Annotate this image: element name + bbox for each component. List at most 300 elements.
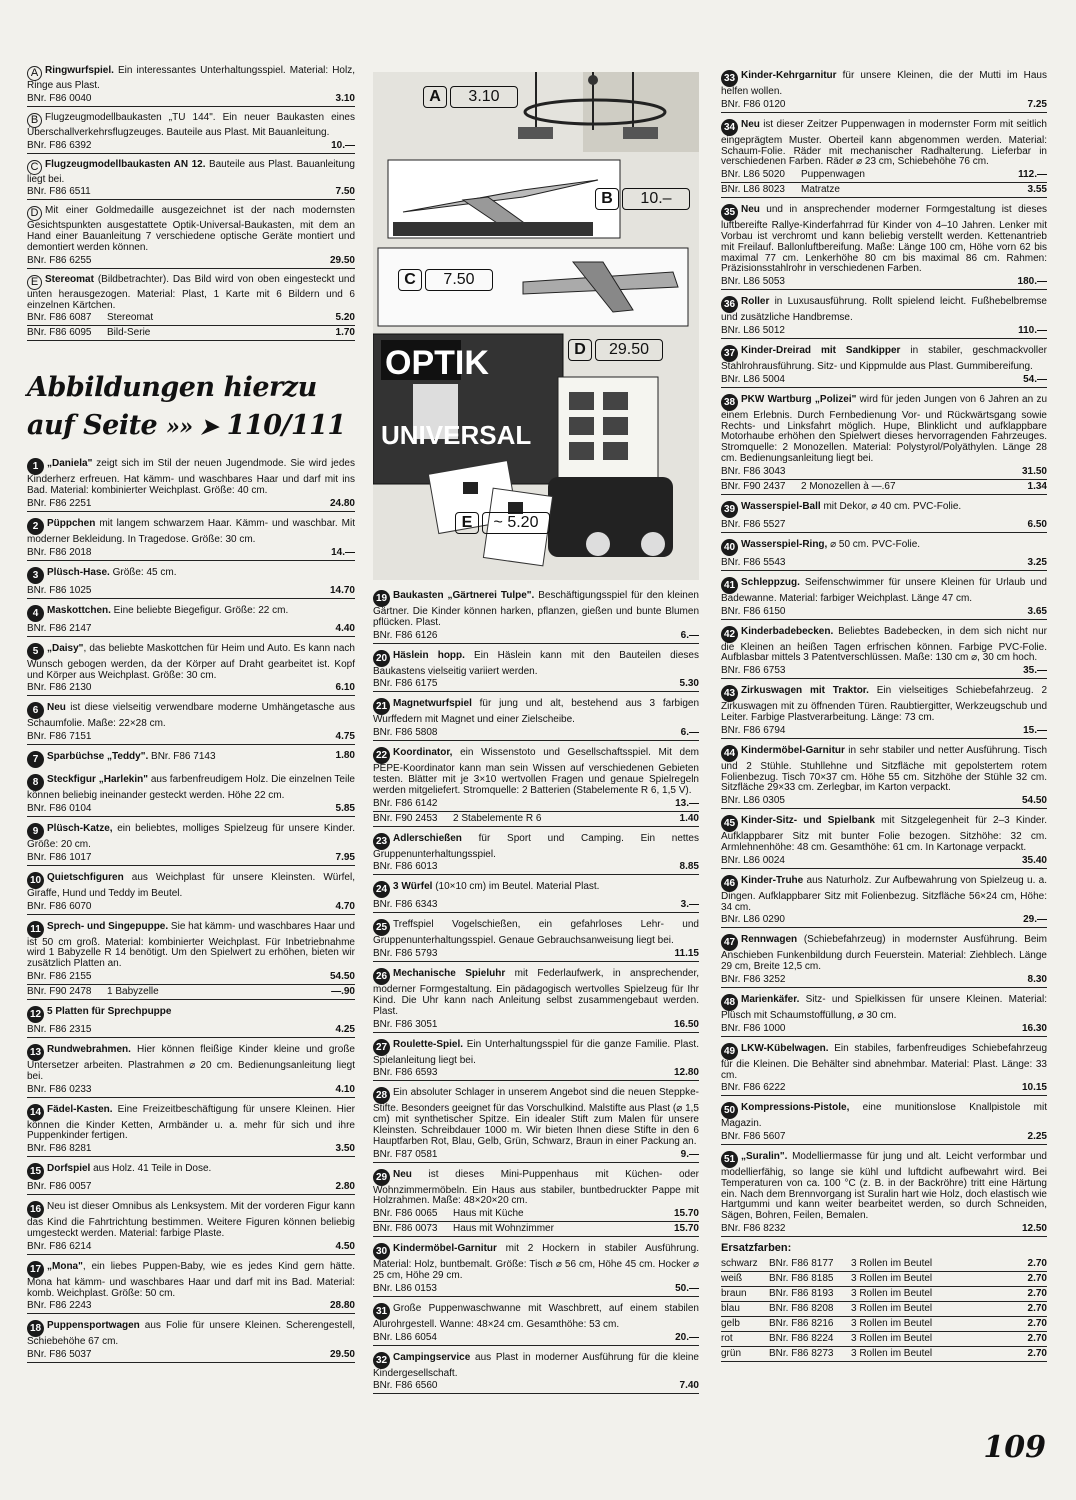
column-middle bbox=[373, 590, 699, 1400]
order-price: 4.40 bbox=[335, 622, 355, 634]
item-number-badge: 18 bbox=[27, 1320, 44, 1337]
order-row bbox=[27, 970, 355, 985]
entry-description bbox=[721, 70, 1047, 98]
order-number: BNr. F86 6560 bbox=[373, 1380, 438, 1392]
order-row bbox=[373, 1222, 699, 1237]
item-number-badge: 40 bbox=[721, 539, 738, 556]
replacement-cell: 2.70 bbox=[1027, 1332, 1047, 1344]
order-description bbox=[107, 803, 295, 815]
item-number-badge: 22 bbox=[373, 747, 390, 764]
item-text: mit Federlaufwerk, in ansprechender, moderner Formgestaltung. Ein pädagogisch wertvolles Spielzeug für Ihr Kind. Die Uhr kann nach Anleitung selbst zusammengebaut werden. Plast. bbox=[373, 968, 699, 1017]
catalog-entry bbox=[27, 275, 355, 342]
replacement-row bbox=[721, 1257, 1047, 1272]
order-row bbox=[721, 724, 1047, 739]
item-text: Beschäftigungsspiel für den kleinen Gärtner. Die Kinder können harken, pflanzen, gießen und bunte Blumen pflücken. Plast. bbox=[373, 590, 699, 628]
order-row bbox=[27, 1180, 355, 1195]
catalog-entry bbox=[27, 113, 355, 154]
order-number: BNr. L86 5020 bbox=[721, 169, 785, 181]
entry-description bbox=[373, 919, 699, 947]
entry-description bbox=[373, 881, 699, 898]
order-row bbox=[721, 1130, 1047, 1145]
order-row bbox=[373, 797, 699, 812]
entry-description bbox=[27, 1201, 355, 1240]
replacement-row bbox=[721, 1287, 1047, 1302]
item-number-badge: 3 bbox=[27, 567, 44, 584]
order-row bbox=[27, 802, 355, 817]
order-price: 9.— bbox=[680, 1148, 699, 1160]
catalog-entry bbox=[373, 1303, 699, 1346]
replacement-cell: 2.70 bbox=[1027, 1287, 1047, 1299]
order-number: BNr. F86 0104 bbox=[27, 802, 92, 814]
order-description bbox=[801, 974, 987, 986]
order-description bbox=[801, 1131, 987, 1143]
replacement-cell: 3 Rollen im Beutel bbox=[851, 1317, 933, 1329]
item-number-badge: 44 bbox=[721, 745, 738, 762]
order-price: 11.15 bbox=[674, 948, 699, 960]
order-row bbox=[373, 1066, 699, 1081]
item-name: Zirkuswagen mit Traktor. bbox=[741, 685, 869, 697]
order-price: 12.50 bbox=[1021, 1223, 1047, 1235]
order-price: 1.70 bbox=[335, 327, 355, 339]
catalog-entry bbox=[27, 702, 355, 745]
order-description bbox=[801, 1082, 987, 1094]
catalog-entry bbox=[721, 501, 1047, 533]
order-row bbox=[27, 139, 355, 154]
order-description bbox=[453, 948, 639, 960]
order-description bbox=[107, 140, 295, 152]
item-name: Magnetwurfspiel bbox=[393, 698, 472, 710]
order-row bbox=[373, 677, 699, 692]
item-number-badge: 48 bbox=[721, 994, 738, 1011]
item-name: Sprech- und Singepuppe. bbox=[47, 920, 169, 932]
item-name: Roller bbox=[741, 296, 770, 308]
entry-description bbox=[373, 1352, 699, 1380]
entry-description bbox=[27, 458, 355, 497]
order-number: BNr. L86 0024 bbox=[721, 854, 785, 866]
order-number: BNr. F86 5037 bbox=[27, 1349, 92, 1361]
photo-tag-a: A 3.10 bbox=[423, 86, 518, 108]
item-text: ein Wissenstoto und Gesellschaftsspiel. Mit dem PEPE-Koordinator kann man sein Wissen auf verschiedenen Gebieten testen. Blätter mit je 3×10 wertvollen Fragen und genaue Spielregeln werden mitgeliefert. Stromquelle: 2 Batterien (Stabelemente R 6, 1,5 V). bbox=[373, 747, 699, 796]
column-right bbox=[721, 70, 1047, 1362]
entry-description bbox=[721, 296, 1047, 324]
order-price: 54.50 bbox=[1021, 795, 1047, 807]
item-text: (10×10 cm) im Beutel. Material Plast. bbox=[432, 881, 600, 893]
replacement-row bbox=[721, 1347, 1047, 1362]
order-number: BNr. F86 0065 bbox=[373, 1208, 438, 1220]
order-row bbox=[27, 584, 355, 599]
item-number-badge: 27 bbox=[373, 1039, 390, 1056]
catalog-entry bbox=[27, 872, 355, 915]
order-number: BNr. L86 6054 bbox=[373, 1331, 437, 1343]
catalog-entry bbox=[721, 875, 1047, 929]
catalog-entry bbox=[27, 458, 355, 512]
entry-description bbox=[721, 875, 1047, 914]
item-text: Hier können fleißige Kinder kleine und große Untersetzer arbeiten. Plastrahmen ⌀ 20 cm. Bedienungsanleitung liegt bei. bbox=[27, 1043, 355, 1082]
item-number-badge: 21 bbox=[373, 698, 390, 715]
catalog-entry bbox=[27, 1006, 355, 1038]
order-row bbox=[721, 373, 1047, 388]
item-name: Quietschfiguren bbox=[47, 871, 124, 883]
order-number: BNr. F86 6753 bbox=[721, 665, 786, 677]
item-text: aus farbenfreudigem Holz. Die einzelnen Teile können beliebig ineinander gesteckt werden. Höhe 22 cm. bbox=[27, 774, 355, 802]
entry-description bbox=[373, 1039, 699, 1067]
catalog-entry bbox=[27, 567, 355, 599]
order-row bbox=[27, 185, 355, 200]
order-price: 29.— bbox=[1023, 914, 1047, 926]
catalog-entry bbox=[27, 1201, 355, 1255]
entry-description bbox=[373, 1169, 699, 1208]
entry-description bbox=[373, 590, 699, 629]
order-number: BNr. F86 6343 bbox=[373, 899, 438, 911]
order-price: 7.25 bbox=[1027, 98, 1047, 110]
item-text: Große Puppenwaschwanne mit Waschbrett, auf einem stabilen Alurohrgestell. Wanne: 48×24 cm. Gesamthöhe: 53 cm. bbox=[373, 1302, 699, 1330]
item-name: Plüsch-Hase. bbox=[47, 566, 110, 578]
order-description bbox=[107, 93, 295, 105]
order-row bbox=[373, 1331, 699, 1346]
catalog-entry bbox=[721, 745, 1047, 809]
catalog-entry bbox=[721, 815, 1047, 869]
order-row bbox=[373, 1282, 699, 1297]
catalog-entry bbox=[27, 605, 355, 637]
lettered-items bbox=[27, 66, 355, 341]
item-text: Sie hat kämm- und waschbares Haar und ist 50 cm groß. Material: kombinierter Weichplast. Für Inbetriebnahme wird 1 Babyzelle R 14 benötigt. Um den Spielwert zu erhöhen, bieten wir zusätzlich Platten an. bbox=[27, 920, 355, 970]
replacement-cell: rot bbox=[721, 1332, 733, 1344]
heading-line-2: auf Seite »» ➤ 110/111 bbox=[27, 410, 346, 442]
catalog-entry bbox=[721, 626, 1047, 680]
order-price: 1.34 bbox=[1027, 480, 1047, 492]
entry-description bbox=[373, 1087, 699, 1147]
item-number-badge: 37 bbox=[721, 345, 738, 362]
replacement-row bbox=[721, 1317, 1047, 1332]
order-price: 5.20 bbox=[335, 312, 355, 324]
order-description bbox=[107, 901, 295, 913]
order-number: BNr. F86 8281 bbox=[27, 1143, 92, 1155]
item-text: Treffspiel Vogelschießen, ein gefahrloses Lehr- und Gruppenunterhaltungsspiel. Genaue Gebrauchsanweisung liegt bei. bbox=[373, 919, 699, 947]
order-row bbox=[27, 851, 355, 866]
item-number-badge: 39 bbox=[721, 501, 738, 518]
order-row bbox=[27, 985, 355, 1000]
optik-box-label: OPTIK bbox=[385, 344, 489, 382]
order-price: —.90 bbox=[331, 985, 355, 997]
order-row bbox=[27, 546, 355, 561]
item-name: Puppensportwagen bbox=[47, 1320, 140, 1332]
entry-description bbox=[27, 872, 355, 900]
item-name: Sparbüchse „Teddy". bbox=[47, 751, 149, 763]
order-price: 3.10 bbox=[335, 92, 355, 104]
item-name: Kinder-Kehrgarnitur bbox=[741, 70, 837, 81]
item-name: Wasserspiel-Ball bbox=[741, 500, 821, 512]
item-name: „Mona" bbox=[47, 1260, 83, 1272]
entry-description bbox=[27, 774, 355, 802]
order-row bbox=[27, 311, 355, 326]
order-number: BNr. F86 0040 bbox=[27, 92, 92, 104]
item-text: Bauteile aus Plast. Bauanleitung liegt bei. bbox=[27, 158, 355, 185]
order-row bbox=[721, 518, 1047, 533]
item-text: (Bildbetrachter). Das Bild wird von oben eingesteckt und unten herausgezogen. Material: Plast, 1 Karte mit 6 Bildern und 6 einzelnen Kärtchen. bbox=[27, 273, 355, 311]
item-text: aus Plast in moderner Ausführung für die kleine Kindergesellschaft. bbox=[373, 1351, 699, 1379]
order-price: 7.50 bbox=[335, 186, 355, 198]
replacement-cell: BNr. F86 8193 bbox=[769, 1287, 834, 1299]
item-list-2 bbox=[373, 590, 699, 1394]
order-description: 2 Stabelemente R 6 bbox=[453, 812, 542, 824]
entry-description bbox=[27, 113, 355, 139]
item-text: ist dieses Mini-Puppenhaus mit Küchen- oder Wohnzimmermöbeln. Ein Haus aus stabiler, buntbedruckter Pappe mit Holzrahmen. Maße: 48×20×20 cm. bbox=[373, 1168, 699, 1207]
order-number: BNr. F90 2478 bbox=[27, 985, 92, 997]
catalog-entry bbox=[373, 881, 699, 913]
order-description bbox=[801, 374, 987, 386]
order-number: BNr. F86 5808 bbox=[373, 727, 438, 739]
item-name: Kinder-Dreirad mit Sandkipper bbox=[741, 344, 901, 356]
item-text: Ein Häslein kann mit den Bauteilen dieses Baukastens vielseitig variiert werden. bbox=[373, 649, 699, 677]
order-price: 54.— bbox=[1023, 373, 1047, 385]
order-description bbox=[801, 606, 987, 618]
order-row bbox=[373, 726, 699, 741]
item-number-badge: 33 bbox=[721, 70, 738, 87]
item-name: Plüsch-Katze, bbox=[47, 822, 113, 834]
item-name: Neu bbox=[741, 118, 760, 130]
order-description bbox=[107, 585, 295, 597]
order-description bbox=[801, 557, 987, 569]
order-price: 29.50 bbox=[329, 254, 355, 266]
replacement-cell: weiß bbox=[721, 1272, 743, 1284]
catalog-entry bbox=[27, 160, 355, 201]
order-description: 1 Babyzelle bbox=[107, 985, 159, 997]
catalog-entry bbox=[373, 590, 699, 644]
entry-description bbox=[27, 643, 355, 682]
entry-description bbox=[373, 747, 699, 796]
order-description bbox=[453, 899, 639, 911]
item-text: Größe: 45 cm. bbox=[109, 566, 177, 578]
order-description bbox=[801, 276, 987, 288]
entry-description bbox=[373, 698, 699, 726]
order-number: BNr. F86 1025 bbox=[27, 584, 92, 596]
item-name: Kinder-Truhe bbox=[741, 874, 804, 886]
order-number: BNr. F86 6511 bbox=[27, 186, 91, 198]
entry-description bbox=[373, 1303, 699, 1331]
entry-description bbox=[721, 119, 1047, 168]
order-price: 1.40 bbox=[679, 812, 699, 824]
order-price: 6.— bbox=[680, 629, 699, 641]
entry-description bbox=[27, 1006, 355, 1023]
catalog-entry bbox=[721, 685, 1047, 739]
order-price: 16.50 bbox=[673, 1018, 699, 1030]
photo-tag-c: C 7.50 bbox=[398, 269, 493, 291]
entry-description bbox=[721, 626, 1047, 665]
entry-description bbox=[721, 539, 1047, 556]
order-number: BNr. F86 6070 bbox=[27, 900, 92, 912]
item-number-badge: 45 bbox=[721, 815, 738, 832]
order-row bbox=[27, 900, 355, 915]
item-text: mit 2 Hockern in stabiler Ausführung. Material: Holz, buntbemalt. Größe: Tisch ⌀ 56 cm, Höhe 45 cm. Hocker ⌀ 25 cm, Höhe 29 cm. bbox=[373, 1243, 699, 1281]
order-price: 3.— bbox=[680, 899, 699, 911]
order-description bbox=[453, 1149, 639, 1161]
item-number-badge: 23 bbox=[373, 833, 390, 850]
order-description bbox=[107, 1241, 295, 1253]
order-number: BNr. F86 2147 bbox=[27, 622, 92, 634]
order-number: BNr. F86 0057 bbox=[27, 1181, 92, 1193]
order-row bbox=[373, 947, 699, 962]
item-name: PKW Wartburg „Polizei" bbox=[741, 393, 857, 405]
order-number: BNr. F86 5607 bbox=[721, 1131, 786, 1143]
order-number: BNr. F86 6593 bbox=[373, 1067, 438, 1079]
replacement-cell: 3 Rollen im Beutel bbox=[851, 1287, 933, 1299]
order-price: 35.— bbox=[1023, 665, 1047, 677]
order-row bbox=[721, 605, 1047, 620]
order-price: 2.25 bbox=[1027, 1131, 1047, 1143]
item-price: 1.80 bbox=[335, 750, 355, 762]
order-price: 180.— bbox=[1017, 276, 1047, 288]
item-text: in stabiler, geschmackvoller Stahlrohrausführung. Sitz- und Kippmulde aus Plast. Gummibereifung. bbox=[721, 344, 1048, 372]
replacement-cell: 3 Rollen im Beutel bbox=[851, 1302, 933, 1314]
item-number-badge: 35 bbox=[721, 204, 738, 221]
order-price: 7.40 bbox=[679, 1380, 699, 1392]
order-description bbox=[453, 1019, 639, 1031]
order-number: BNr. F86 2018 bbox=[27, 546, 92, 558]
order-number: BNr. F86 6095 bbox=[27, 327, 92, 339]
entry-description bbox=[27, 275, 355, 312]
item-name: Fädel-Kasten. bbox=[47, 1103, 113, 1115]
order-number: BNr. F86 6126 bbox=[373, 629, 438, 641]
order-price: 112.— bbox=[1018, 169, 1047, 181]
order-row bbox=[373, 812, 699, 827]
item-letter-badge: C bbox=[27, 160, 42, 175]
item-number-badge: 5 bbox=[27, 643, 44, 660]
order-row bbox=[721, 1222, 1047, 1237]
catalog-entry bbox=[27, 518, 355, 561]
item-name: Wasserspiel-Ring, bbox=[741, 538, 828, 550]
item-text: aus Naturholz. Zur Aufbewahrung von Spielzeug u. a. Dingen. Aufklappbarer Sitz mit Folienbezug. Sitzfläche 56×24 cm, Höhe: 34 cm. bbox=[721, 874, 1047, 913]
item-text: Seifenschwimmer für unsere Kleinen für Urlaub und Badewanne. Material: farbiger Weichplast. Länge 47 cm. bbox=[721, 576, 1047, 604]
item-text: zeigt sich im Stil der neuen Jugendmode. Sie wird jedes Kinderherz erfreuen. Hat kämm- und waschbares Haar und darf mit ins Bad. Material: kombinierter Weichplast. Größe: 40 cm. bbox=[27, 458, 355, 497]
item-list-1 bbox=[27, 458, 355, 1363]
order-price: 20.— bbox=[675, 1331, 699, 1343]
item-text: mit langem schwarzem Haar. Kämm- und waschbar. Mit moderner Bekleidung. In Tragedose. Größe: 30 cm. bbox=[27, 517, 355, 545]
order-description bbox=[107, 1024, 295, 1036]
order-row bbox=[373, 1379, 699, 1394]
entry-description bbox=[721, 345, 1047, 373]
entry-description bbox=[27, 567, 355, 584]
item-number-badge: 16 bbox=[27, 1201, 44, 1218]
item-number-badge: 43 bbox=[721, 685, 738, 702]
item-number-badge: 50 bbox=[721, 1102, 738, 1119]
order-number: BNr. F86 2243 bbox=[27, 1300, 92, 1312]
order-number: BNr. F86 2251 bbox=[27, 497, 92, 509]
catalog-entry bbox=[373, 1039, 699, 1082]
order-row bbox=[27, 681, 355, 696]
order-price: 50.— bbox=[675, 1282, 699, 1294]
order-price: 3.50 bbox=[335, 1143, 355, 1155]
replacement-colors-title: Ersatzfarben: bbox=[721, 1242, 792, 1255]
replacement-row bbox=[721, 1302, 1047, 1317]
replacement-cell: 2.70 bbox=[1027, 1272, 1047, 1284]
item-list-3 bbox=[721, 70, 1047, 1237]
order-price: 4.25 bbox=[335, 1023, 355, 1035]
item-name: „Suralin". bbox=[741, 1151, 788, 1163]
catalog-entry bbox=[27, 1320, 355, 1363]
replacement-cell: BNr. F86 8224 bbox=[769, 1332, 834, 1344]
order-description bbox=[107, 1300, 295, 1312]
entry-description bbox=[721, 685, 1047, 724]
item-number-badge: 13 bbox=[27, 1044, 44, 1061]
order-description bbox=[801, 914, 987, 926]
order-number: BNr. F86 6013 bbox=[373, 861, 438, 873]
arrow-icon: »» ➤ bbox=[166, 414, 218, 441]
catalog-entry bbox=[721, 345, 1047, 388]
order-price: 24.80 bbox=[329, 497, 355, 509]
order-description: Haus mit Wohnzimmer bbox=[453, 1223, 554, 1235]
order-row bbox=[27, 254, 355, 269]
order-row bbox=[27, 497, 355, 512]
item-number-badge: 6 bbox=[27, 702, 44, 719]
entry-description bbox=[27, 1104, 355, 1143]
order-description bbox=[801, 1223, 987, 1235]
item-number-badge: 36 bbox=[721, 296, 738, 313]
item-name: Neu bbox=[393, 1168, 412, 1180]
item-text: Beliebtes Badebecken, in dem sich nicht nur die Kleinen an heißen Tagen erfrischen können. Farbige PVC-Folie. Aufblasbar mittels 3 Patentverschlüssen. Maße: 130 cm ⌀, 30 cm hoch. bbox=[721, 625, 1047, 664]
order-price: 5.30 bbox=[679, 678, 699, 690]
catalog-entry bbox=[27, 1044, 355, 1098]
order-description bbox=[107, 682, 295, 694]
order-description: Puppenwagen bbox=[801, 169, 865, 181]
order-price: 28.80 bbox=[329, 1300, 355, 1312]
item-name: Baukasten „Gärtnerei Tulpe". bbox=[393, 590, 535, 601]
order-price: 15.— bbox=[1023, 724, 1047, 736]
item-number-badge: 51 bbox=[721, 1151, 738, 1168]
order-price: 4.70 bbox=[335, 900, 355, 912]
item-number-badge: 7 bbox=[27, 751, 44, 768]
item-text: Ein interessantes Unterhaltungsspiel. Material: Holz, Ringe aus Plast. bbox=[27, 65, 355, 91]
order-row bbox=[373, 898, 699, 913]
entry-description bbox=[27, 751, 355, 768]
entry-description bbox=[721, 994, 1047, 1022]
order-price: 29.50 bbox=[329, 1349, 355, 1361]
item-number-badge: 28 bbox=[373, 1087, 390, 1104]
order-number: BNr. L86 8023 bbox=[721, 184, 785, 196]
item-number-badge: 42 bbox=[721, 626, 738, 643]
order-description bbox=[107, 1181, 295, 1193]
item-text: Mit einer Goldmedaille ausgezeichnet ist der nach modernsten Gesichtspunkten ausgestattete Optik-Universal-Baukasten, mit dem an Hand einer Bauanleitung 7 verschiedene optische Geräte montiert und demontiert werden können. bbox=[27, 205, 355, 253]
order-description bbox=[453, 798, 639, 810]
order-row bbox=[27, 1348, 355, 1363]
order-description: 2 Monozellen à —.67 bbox=[801, 480, 896, 492]
item-name: LKW-Kübelwagen. bbox=[741, 1042, 829, 1054]
entry-description bbox=[721, 577, 1047, 605]
order-row bbox=[27, 1023, 355, 1038]
item-name: Kompressions-Pistole, bbox=[741, 1102, 850, 1114]
order-row bbox=[721, 98, 1047, 113]
catalog-entry bbox=[373, 747, 699, 826]
order-description bbox=[801, 1023, 987, 1035]
photo-tag-e: E ~ 5.20 bbox=[455, 512, 550, 534]
item-number-badge: 9 bbox=[27, 823, 44, 840]
replacement-cell: 3 Rollen im Beutel bbox=[851, 1272, 933, 1284]
order-number: BNr. F90 2437 bbox=[721, 480, 786, 492]
item-name: Püppchen bbox=[47, 517, 96, 529]
order-row bbox=[721, 324, 1047, 339]
item-number-badge: 4 bbox=[27, 605, 44, 622]
order-description: Bild-Serie bbox=[107, 327, 151, 339]
item-name: Campingservice bbox=[393, 1351, 471, 1363]
catalog-entry bbox=[721, 70, 1047, 113]
column-left bbox=[27, 66, 355, 1369]
item-number-badge: 49 bbox=[721, 1043, 738, 1060]
item-text: BNr. F86 7143 bbox=[148, 751, 216, 763]
entry-description bbox=[373, 650, 699, 678]
replacement-cell: 3 Rollen im Beutel bbox=[851, 1257, 933, 1269]
order-number: BNr. F86 1017 bbox=[27, 851, 92, 863]
order-price: 31.50 bbox=[1021, 465, 1047, 477]
item-name: Häslein hopp. bbox=[393, 649, 465, 661]
